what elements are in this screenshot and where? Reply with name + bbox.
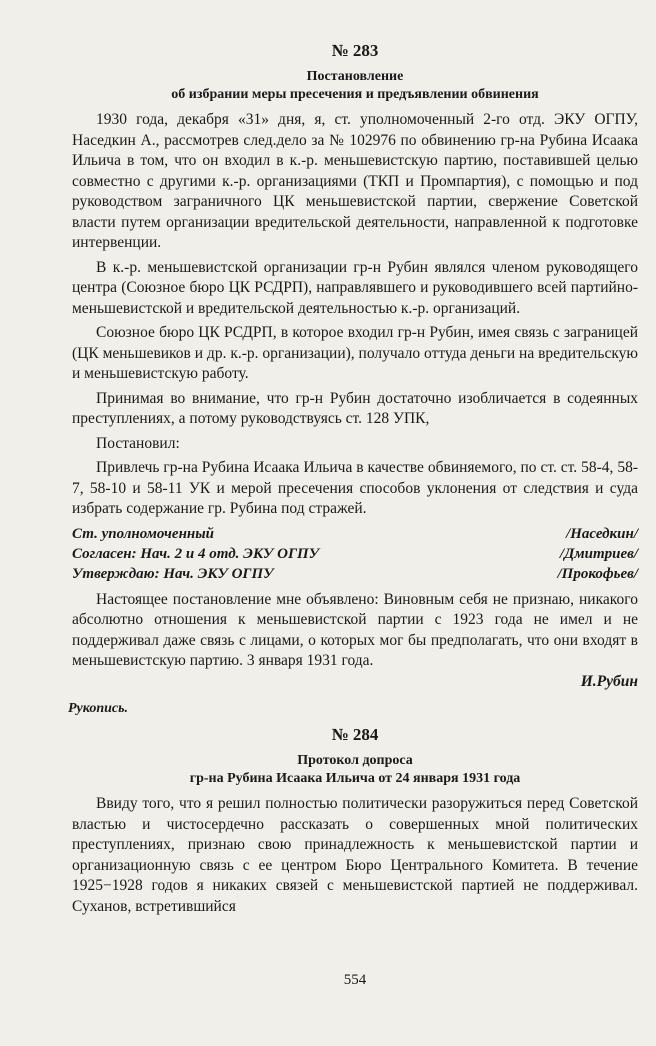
document-number: № 283 — [331, 41, 379, 60]
document-page — [68, 40, 638, 1030]
signature-row — [72, 524, 638, 544]
signature-role: Утверждаю: Нач. ЭКУ ОГПУ — [72, 565, 274, 582]
signature-role: Согласен: Нач. 2 и 4 отд. ЭКУ ОГПУ — [72, 545, 320, 562]
signature-name: /Наседкин/ — [566, 525, 638, 542]
declaration-paragraph: Настоящее постановление мне объявлено: Виновным себя не признаю, никакого абсолютно отношения к меньшевистской партии с 1923 года не имел и не поддерживал даже связь с лицами, о которых мог бы предполагать, что они входят в меньшевистскую партию. 3 января 1931 года. — [72, 590, 638, 669]
signature-name: /Прокофьев/ — [557, 565, 638, 582]
body-paragraph: 1930 года, декабря «31» дня, я, ст. уполномоченный 2-го отд. ЭКУ ОГПУ, Наседкин А., рассмотрев след.дело за № 102976 по обвинению гр-на Рубина Исаака Ильича в том, что он входил в к.-р. меньшевистскую партию, поставившей целью совместно с другими к.-р. организациями (ТКП и Промпартия), с помощью и под руководством заграничного ЦК меньшевистской партии, свержение Советской власти путем организации вредительской деятельности, направленной к подготовке интервенции. — [72, 111, 638, 251]
declaration-signature-line — [72, 672, 638, 693]
signature-block — [72, 524, 638, 584]
declaration-signature: И.Рубин — [580, 672, 638, 690]
document-title: Протокол допроса — [297, 753, 413, 768]
source-note: Рукопись. — [68, 701, 129, 716]
body-paragraph: В к.-р. меньшевистской организации гр-н Рубин являлся членом руководящего центра (Союзное бюро ЦК РСДРП), направлявшего и руководившего всей партийно-меньшевистской и вредительской деятельностью к.-р. организаций. — [72, 258, 638, 317]
body-paragraph: Принимая во внимание, что гр-н Рубин достаточно изобличается в содеянных преступлениях, а потому руководствуясь ст. 128 УПК, — [72, 389, 638, 427]
document-title: Постановление — [306, 69, 404, 84]
resolution-heading: Постановил: — [96, 434, 180, 452]
document-subtitle: гр-на Рубина Исаака Ильича от 24 января 1931 года — [189, 771, 521, 786]
signature-row — [72, 544, 638, 564]
signature-name: /Дмитриев/ — [559, 545, 638, 562]
body-paragraph: Ввиду того, что я решил полностью политически разоружиться перед Советской властью и чистосердечно рассказать о совершенных мной политических преступлениях, признаю свою принадлежность к меньшевистской партии и организационную связь с ее центром Бюро Центрального Комитета. В течение 1925−1928 годов я никаких связей с меньшевистской партией не поддерживал. Суханов, встретившийся — [72, 795, 638, 915]
signature-row — [72, 564, 638, 584]
signature-role: Ст. уполномоченный — [72, 525, 214, 542]
resolution-paragraph: Привлечь гр-на Рубина Исаака Ильича в качестве обвиняемого, по ст. ст. 58-4, 58-7, 58-10 и 58-11 УК и мерой пресечения способов уклонения от следствия и суда избрать содержание гр. Рубина под стражей. — [72, 459, 638, 517]
document-number: № 284 — [331, 725, 379, 744]
document-subtitle: об избрании меры пресечения и предъявлении обвинения — [171, 87, 539, 102]
body-paragraph: Союзное бюро ЦК РСДРП, в которое входил гр-н Рубин, имея связь с заграницей (ЦК меньшевиков и др. к.-р. организации), получало оттуда деньги на вредительскую и меньшевистскую работу. — [72, 324, 638, 382]
page-number: 554 — [343, 972, 367, 988]
